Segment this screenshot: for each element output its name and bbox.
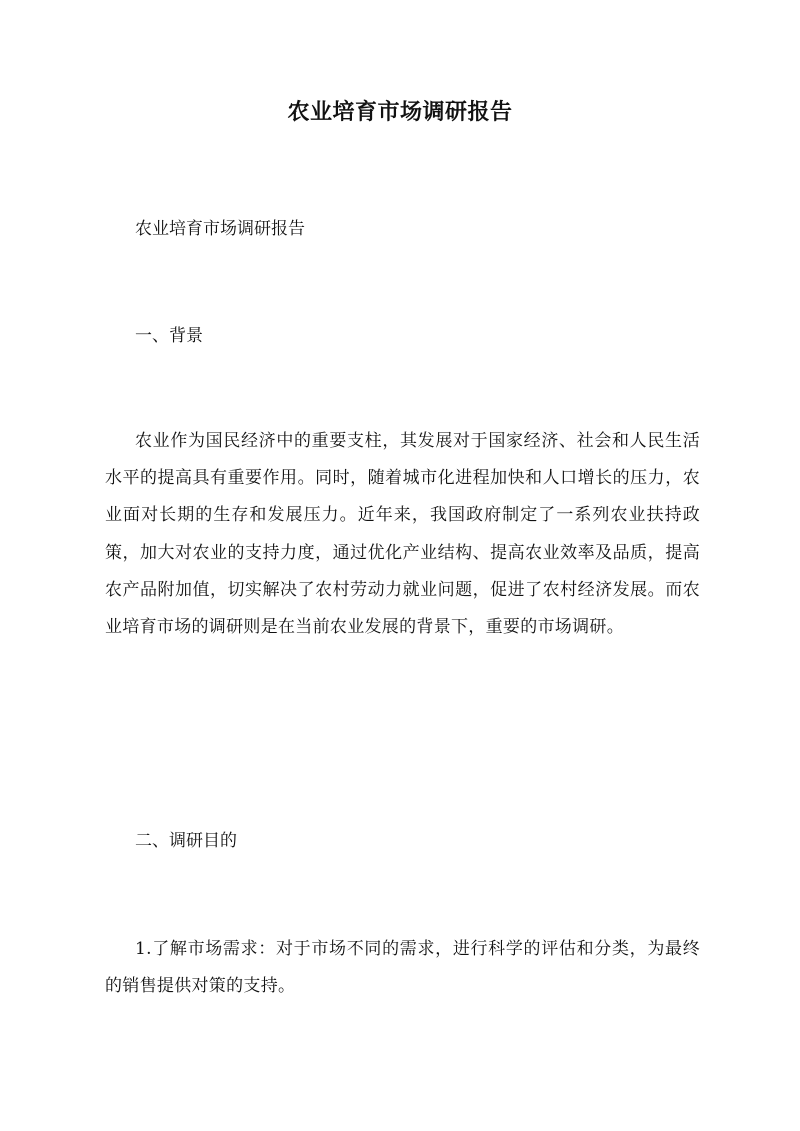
section-heading-purpose: 二、调研目的	[135, 831, 237, 851]
document-subtitle: 农业培育市场调研报告	[135, 219, 305, 239]
section-body-background: 农业作为国民经济中的重要支柱，其发展对于国家经济、社会和人民生活水平的提高具有重要作用。同时，随着城市化进程加快和人口增长的压力，农业面对长期的生存和发展压力。近年来，我国政府制定了一系列农业扶持政策，加大对农业的支持力度，通过优化产业结构、提高农业效率及品质，提高农产品附加值，切实解决了农村劳动力就业问题，促进了农村经济发展。而农业培育市场的调研则是在当前农业发展的背景下，重要的市场调研。	[105, 431, 700, 638]
section-heading-background: 一、背景	[135, 326, 203, 346]
document-title: 农业培育市场调研报告	[287, 99, 513, 125]
purpose-item-1: 1.了解市场需求：对于市场不同的需求，进行科学的评估和分类，为最终的销售提供对策的支持。	[105, 939, 700, 997]
